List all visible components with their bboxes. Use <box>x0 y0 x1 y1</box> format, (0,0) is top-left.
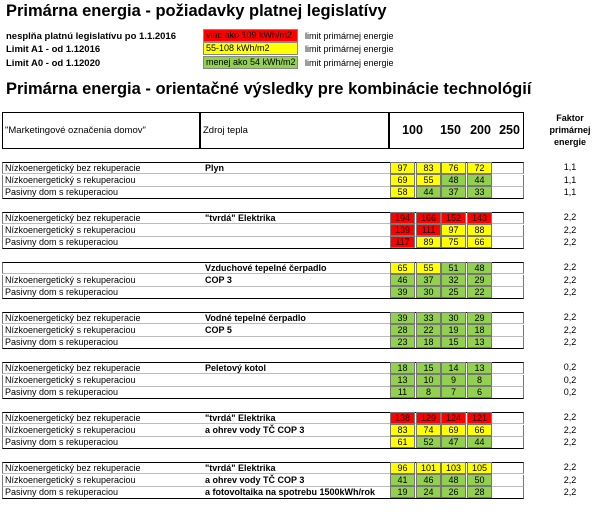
page-title: Primárna energia - požiadavky platnej legislatívy <box>6 2 387 20</box>
factor-value: 2,2 <box>563 487 577 497</box>
value-cell-150: 55 <box>416 262 441 274</box>
header-col-150: 150 <box>440 123 461 137</box>
value-cell-250: 66 <box>467 424 492 436</box>
value-cell-150: 22 <box>416 324 441 336</box>
value-cell-200: 103 <box>441 462 466 474</box>
row-heat-source: COP 5 <box>205 324 232 335</box>
value-cell-200: 25 <box>441 286 466 298</box>
value-cell-100: 97 <box>390 162 415 174</box>
value-cell-200: 97 <box>441 224 466 236</box>
row-label: Nízkoenergetický bez rekuperacie <box>5 213 141 223</box>
row-label: Nízkoenergetický bez rekuperacie <box>5 413 141 423</box>
value-cell-100: 39 <box>390 286 415 298</box>
factor-value: 1,1 <box>563 174 577 185</box>
value-cell-100: 65 <box>390 262 415 274</box>
value-cell-100: 58 <box>390 186 415 198</box>
value-cell-150: 8 <box>416 386 441 398</box>
value-cell-100: 69 <box>390 174 415 186</box>
table-row <box>2 325 524 337</box>
factor-value: 1,1 <box>563 187 577 197</box>
value-cell-250: 29 <box>467 274 492 286</box>
limit-label-3: Limit A0 - od 1.12020 <box>6 58 101 69</box>
row-label: Nízkoenergetický s rekuperaciou <box>5 174 136 185</box>
value-cell-150: 10 <box>416 374 441 386</box>
row-label: Pasivny dom s rekuperaciou <box>5 187 119 197</box>
table-row <box>2 362 524 374</box>
value-cell-150: 74 <box>416 424 441 436</box>
limit-text-1: limit primárnej energie <box>305 31 394 41</box>
row-label: Nízkoenergetický bez rekuperacie <box>5 163 141 173</box>
value-cell-200: 30 <box>441 312 466 324</box>
header-col-source: Zdroj tepla <box>203 125 248 136</box>
value-cell-150: 46 <box>416 474 441 486</box>
limit-label-1: nesplňa platnú legislatívu po 1.1.2016 <box>6 31 176 42</box>
row-label: Nízkoenergetický bez rekuperacie <box>5 313 141 323</box>
value-cell-150: 18 <box>416 336 441 348</box>
table-row <box>2 412 524 424</box>
header-col-label: "Marketingové označenia domov" <box>5 125 146 136</box>
factor-value: 2,2 <box>563 224 577 235</box>
row-label: Pasivny dom s rekuperaciou <box>5 387 119 397</box>
table-row <box>2 275 524 287</box>
value-cell-250: 6 <box>467 386 492 398</box>
value-cell-150: 24 <box>416 486 441 498</box>
value-cell-150: 166 <box>416 212 441 224</box>
value-cell-150: 52 <box>416 436 441 448</box>
value-cell-250: 105 <box>467 462 492 474</box>
factor-value: 2,2 <box>563 337 577 347</box>
table-row <box>2 237 524 249</box>
value-cell-200: 26 <box>441 486 466 498</box>
value-cell-150: 129 <box>416 412 441 424</box>
factor-value: 2,2 <box>563 287 577 297</box>
value-cell-100: 28 <box>390 324 415 336</box>
row-label: Nízkoenergetický s rekuperaciou <box>5 374 136 385</box>
value-cell-250: 121 <box>467 412 492 424</box>
row-label: Nízkoenergetický bez rekuperacie <box>5 463 141 473</box>
table-row <box>2 375 524 387</box>
table-row <box>2 175 524 187</box>
row-label: Nízkoenergetický s rekuperaciou <box>5 224 136 235</box>
limit-label-2: Limit A1 - od 1.12016 <box>6 44 101 55</box>
value-cell-250: 28 <box>467 486 492 498</box>
value-cell-200: 47 <box>441 436 466 448</box>
row-label: Nízkoenergetický bez rekuperacie <box>5 363 141 373</box>
limit-value-1: viac ako 109 kWh/m2 <box>203 29 298 42</box>
factor-value: 2,2 <box>563 324 577 335</box>
value-cell-200: 32 <box>441 274 466 286</box>
row-label: Pasivny dom s rekuperaciou <box>5 437 119 447</box>
header-col-100: 100 <box>402 123 423 137</box>
table-row <box>2 262 524 274</box>
row-label: Pasivny dom s rekuperaciou <box>5 237 119 247</box>
value-cell-250: 13 <box>467 336 492 348</box>
value-cell-100: 139 <box>390 224 415 236</box>
value-cell-150: 83 <box>416 162 441 174</box>
value-cell-150: 44 <box>416 186 441 198</box>
value-cell-250: 48 <box>467 262 492 274</box>
factor-value: 2,2 <box>563 262 577 272</box>
value-cell-100: 61 <box>390 436 415 448</box>
value-cell-150: 30 <box>416 286 441 298</box>
value-cell-200: 37 <box>441 186 466 198</box>
factor-value: 2,2 <box>563 412 577 422</box>
factor-value: 2,2 <box>563 312 577 322</box>
value-cell-150: 111 <box>416 224 441 236</box>
limit-value-3: menej ako 54 kWh/m2 <box>203 56 298 69</box>
value-cell-200: 7 <box>441 386 466 398</box>
factor-value: 2,2 <box>563 212 577 222</box>
value-cell-100: 19 <box>390 486 415 498</box>
factor-value: 2,2 <box>563 437 577 447</box>
factor-value: 0,2 <box>563 374 577 385</box>
value-cell-150: 55 <box>416 174 441 186</box>
table-row <box>2 425 524 437</box>
table-row <box>2 387 524 399</box>
table-row <box>2 462 524 474</box>
factor-value: 2,2 <box>563 462 577 472</box>
header-factor <box>540 112 600 148</box>
value-cell-250: 18 <box>467 324 492 336</box>
header-col-200: 200 <box>470 123 491 137</box>
row-heat-source: "tvrdá" Elektrika <box>205 463 276 473</box>
value-cell-200: 14 <box>441 362 466 374</box>
row-label: Nízkoenergetický s rekuperaciou <box>5 274 136 285</box>
value-cell-250: 66 <box>467 236 492 248</box>
value-cell-100: 194 <box>390 212 415 224</box>
value-cell-250: 143 <box>467 212 492 224</box>
row-label: Nízkoenergetický s rekuperaciou <box>5 424 136 435</box>
value-cell-200: 75 <box>441 236 466 248</box>
value-cell-100: 18 <box>390 362 415 374</box>
value-cell-250: 50 <box>467 474 492 486</box>
value-cell-150: 37 <box>416 274 441 286</box>
value-cell-200: 76 <box>441 162 466 174</box>
table-row <box>2 337 524 349</box>
value-cell-250: 33 <box>467 186 492 198</box>
value-cell-100: 46 <box>390 274 415 286</box>
factor-value: 2,2 <box>563 237 577 247</box>
value-cell-100: 39 <box>390 312 415 324</box>
value-cell-150: 15 <box>416 362 441 374</box>
table-row <box>2 187 524 199</box>
factor-value: 1,1 <box>563 162 577 172</box>
value-cell-250: 13 <box>467 362 492 374</box>
value-cell-150: 89 <box>416 236 441 248</box>
row-heat-source: Peletový kotol <box>205 363 267 373</box>
table-row <box>2 162 524 174</box>
row-heat-source: "tvrdá" Elektrika <box>205 213 276 223</box>
table-row <box>2 212 524 224</box>
value-cell-150: 101 <box>416 462 441 474</box>
value-cell-200: 19 <box>441 324 466 336</box>
factor-value: 2,2 <box>563 424 577 435</box>
limit-text-2: limit primárnej energie <box>305 44 394 54</box>
factor-value: 0,2 <box>563 387 577 397</box>
value-cell-150: 33 <box>416 312 441 324</box>
table-row <box>2 287 524 299</box>
row-heat-source: COP 3 <box>205 274 232 285</box>
value-cell-250: 72 <box>467 162 492 174</box>
row-heat-source: a ohrev vody TČ COP 3 <box>205 474 305 485</box>
row-heat-source: a ohrev vody TČ COP 3 <box>205 424 305 435</box>
value-cell-250: 22 <box>467 286 492 298</box>
limit-value-2: 55-108 kWh/m2 <box>203 42 298 55</box>
value-cell-250: 44 <box>467 174 492 186</box>
value-cell-100: 138 <box>390 412 415 424</box>
value-cell-100: 41 <box>390 474 415 486</box>
value-cell-100: 13 <box>390 374 415 386</box>
row-label: Pasivny dom s rekuperaciou <box>5 487 119 497</box>
factor-value: 0,2 <box>563 362 577 372</box>
limit-text-3: limit primárnej energie <box>305 58 394 68</box>
factor-line-1: Faktor <box>556 113 584 123</box>
factor-line-3: energie <box>553 137 586 147</box>
value-cell-200: 9 <box>441 374 466 386</box>
value-cell-100: 83 <box>390 424 415 436</box>
row-label: Nízkoenergetický s rekuperaciou <box>5 474 136 485</box>
table-row <box>2 437 524 449</box>
factor-value: 2,2 <box>563 274 577 285</box>
value-cell-250: 29 <box>467 312 492 324</box>
value-cell-250: 44 <box>467 436 492 448</box>
value-cell-100: 96 <box>390 462 415 474</box>
factor-value: 2,2 <box>563 474 577 485</box>
header-col-250: 250 <box>499 123 520 137</box>
section-title: Primárna energia - orientačné výsledky pre kombinácie technológií <box>6 80 532 98</box>
table-row <box>2 475 524 487</box>
value-cell-100: 117 <box>390 236 415 248</box>
row-heat-source: Vodné tepelné čerpadlo <box>205 313 306 323</box>
value-cell-200: 51 <box>441 262 466 274</box>
row-heat-source: Vzduchové tepelné čerpadlo <box>205 263 327 273</box>
value-cell-200: 152 <box>441 212 466 224</box>
table-row <box>2 225 524 237</box>
row-heat-source: a fotovoltaika na spotrebu 1500kWh/rok <box>205 487 376 497</box>
row-label: Nízkoenergetický s rekuperaciou <box>5 324 136 335</box>
row-heat-source: "tvrdá" Elektrika <box>205 413 276 423</box>
value-cell-200: 124 <box>441 412 466 424</box>
value-cell-200: 48 <box>441 174 466 186</box>
row-label: Pasivny dom s rekuperaciou <box>5 287 119 297</box>
value-cell-250: 88 <box>467 224 492 236</box>
value-cell-100: 11 <box>390 386 415 398</box>
value-cell-250: 8 <box>467 374 492 386</box>
value-cell-200: 48 <box>441 474 466 486</box>
row-heat-source: Plyn <box>205 163 225 173</box>
table-row <box>2 312 524 324</box>
value-cell-200: 15 <box>441 336 466 348</box>
value-cell-200: 69 <box>441 424 466 436</box>
factor-line-2: primárnej <box>549 125 591 135</box>
table-row <box>2 487 524 499</box>
row-label: Pasivny dom s rekuperaciou <box>5 337 119 347</box>
value-cell-100: 23 <box>390 336 415 348</box>
